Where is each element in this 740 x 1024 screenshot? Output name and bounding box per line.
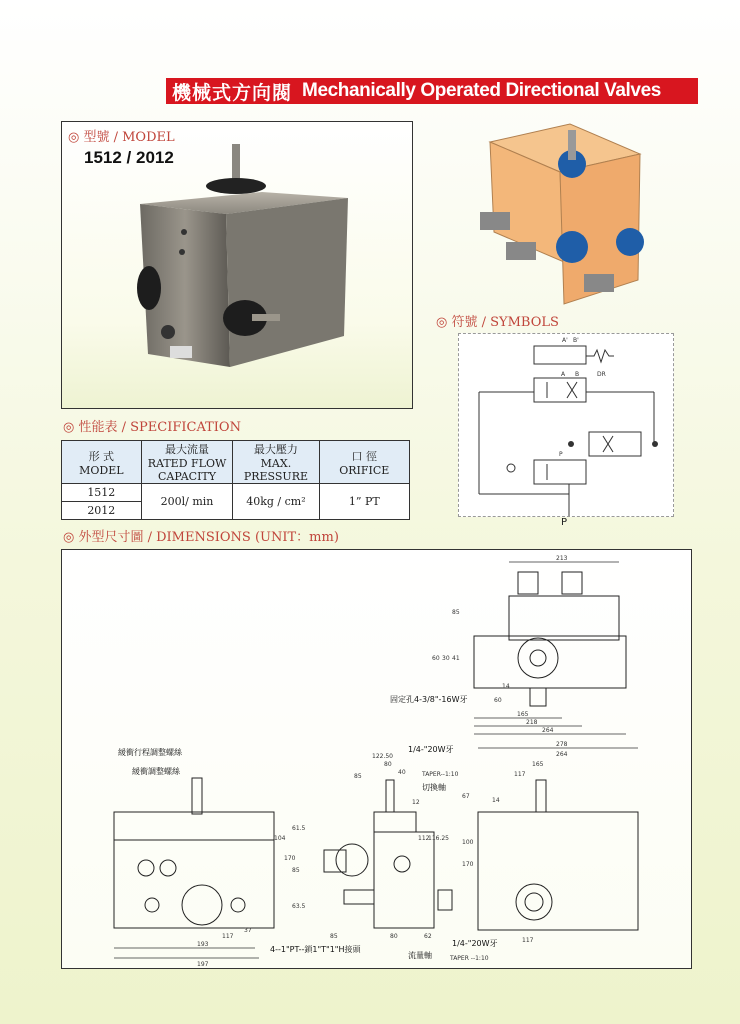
svg-text:122.50: 122.50 bbox=[372, 753, 393, 760]
symbol-p-lower: P bbox=[561, 517, 568, 528]
svg-text:85: 85 bbox=[292, 867, 300, 874]
symbol-b-prime: B' bbox=[573, 337, 579, 344]
svg-text:116.25: 116.25 bbox=[428, 835, 449, 842]
symbol-a-prime: A' bbox=[562, 337, 568, 344]
taper-top-label: TAPER--1:10 bbox=[422, 771, 459, 778]
cushion-stroke-label: 緩衝行程調整螺絲 bbox=[118, 748, 182, 757]
model-number: 1512 / 2012 bbox=[84, 148, 174, 167]
svg-text:41: 41 bbox=[452, 655, 460, 662]
svg-text:67: 67 bbox=[462, 793, 470, 800]
svg-text:117: 117 bbox=[514, 771, 526, 778]
symbol-b: B bbox=[575, 371, 580, 378]
svg-text:30: 30 bbox=[442, 655, 450, 662]
svg-text:193: 193 bbox=[197, 941, 209, 948]
svg-text:80: 80 bbox=[390, 933, 398, 940]
svg-text:117: 117 bbox=[222, 933, 234, 940]
svg-text:14: 14 bbox=[492, 797, 500, 804]
svg-text:170: 170 bbox=[462, 861, 474, 868]
dimensions-section-label: ◎ 外型尺寸圖 / DIMENSIONS (UNIT：mm) bbox=[63, 530, 339, 545]
spec-header-flow: 最大流量 RATED FLOW CAPACITY bbox=[141, 441, 233, 484]
svg-text:85: 85 bbox=[354, 773, 362, 780]
port-thread-top-label: 1/4-"20W牙 bbox=[408, 745, 454, 754]
svg-text:278: 278 bbox=[556, 741, 568, 748]
symbol-p-upper: P bbox=[559, 451, 563, 458]
svg-text:61.5: 61.5 bbox=[292, 825, 306, 832]
page-title-banner bbox=[166, 78, 698, 104]
shift-shaft-label: 切換軸 bbox=[422, 783, 446, 792]
svg-text:165: 165 bbox=[532, 761, 544, 768]
title-chinese: 機械式方向閥 bbox=[172, 81, 293, 104]
svg-text:197: 197 bbox=[197, 961, 209, 968]
flow-shaft-label: 流量軸 bbox=[408, 951, 432, 960]
joint-label: 4--1"PT--鎖1"T"1"H接頭 bbox=[270, 945, 361, 954]
svg-text:85: 85 bbox=[452, 609, 460, 616]
spec-header-pressure: 最大壓力 MAX. PRESSURE bbox=[233, 441, 319, 484]
title-english: Mechanically Operated Directional Valves bbox=[302, 80, 661, 101]
svg-text:165: 165 bbox=[517, 711, 529, 718]
spec-flow-value: 200l/ min bbox=[141, 484, 233, 520]
svg-text:14: 14 bbox=[502, 683, 510, 690]
svg-text:12: 12 bbox=[412, 799, 420, 806]
model-photo-panel bbox=[61, 121, 413, 409]
svg-text:264: 264 bbox=[542, 727, 554, 734]
dimension-drawing bbox=[62, 550, 691, 968]
spec-orifice-value: 1” PT bbox=[319, 484, 409, 520]
port-thread-bot-label: 1/4-"20W牙 bbox=[452, 939, 498, 948]
valve-photo bbox=[62, 122, 412, 408]
model-section-label: ◎ 型號 / MODEL bbox=[68, 130, 175, 145]
taper-bot-label: TAPER --1:10 bbox=[450, 955, 489, 962]
svg-text:40: 40 bbox=[398, 769, 406, 776]
spec-table bbox=[61, 440, 410, 520]
svg-text:112: 112 bbox=[418, 835, 430, 842]
valve-isometric-image bbox=[460, 112, 660, 312]
svg-text:213: 213 bbox=[556, 555, 568, 562]
svg-text:170: 170 bbox=[284, 855, 296, 862]
symbols-section-label: ◎ 符號 / SYMBOLS bbox=[436, 315, 559, 330]
svg-text:63.5: 63.5 bbox=[292, 903, 306, 910]
spec-section-label: ◎ 性能表 / SPECIFICATION bbox=[63, 420, 241, 435]
svg-text:37: 37 bbox=[244, 927, 252, 934]
symbol-dr: DR bbox=[597, 371, 606, 378]
hydraulic-symbol-diagram bbox=[458, 333, 674, 517]
spec-header-model: 形 式 MODEL bbox=[62, 441, 142, 484]
svg-text:104: 104 bbox=[274, 835, 286, 842]
svg-text:60: 60 bbox=[432, 655, 440, 662]
svg-text:117: 117 bbox=[522, 937, 534, 944]
svg-text:264: 264 bbox=[556, 751, 568, 758]
svg-text:218: 218 bbox=[526, 719, 538, 726]
dimensions-drawing-panel bbox=[61, 549, 692, 969]
mount-hole-label: 固定孔4-3/8"-16W牙 bbox=[390, 695, 468, 704]
spec-row-1512: 1512 bbox=[62, 484, 142, 502]
symbol-a: A bbox=[561, 371, 566, 378]
cushion-adjust-label: 緩衝調整螺絲 bbox=[132, 767, 180, 776]
svg-text:60: 60 bbox=[494, 697, 502, 704]
svg-text:80: 80 bbox=[384, 761, 392, 768]
spec-row-2012: 2012 bbox=[62, 502, 142, 520]
svg-text:62: 62 bbox=[424, 933, 432, 940]
svg-text:85: 85 bbox=[330, 933, 338, 940]
spec-pressure-value: 40kg / cm² bbox=[233, 484, 319, 520]
spec-header-orifice: 口 徑 ORIFICE bbox=[319, 441, 409, 484]
svg-text:100: 100 bbox=[462, 839, 474, 846]
